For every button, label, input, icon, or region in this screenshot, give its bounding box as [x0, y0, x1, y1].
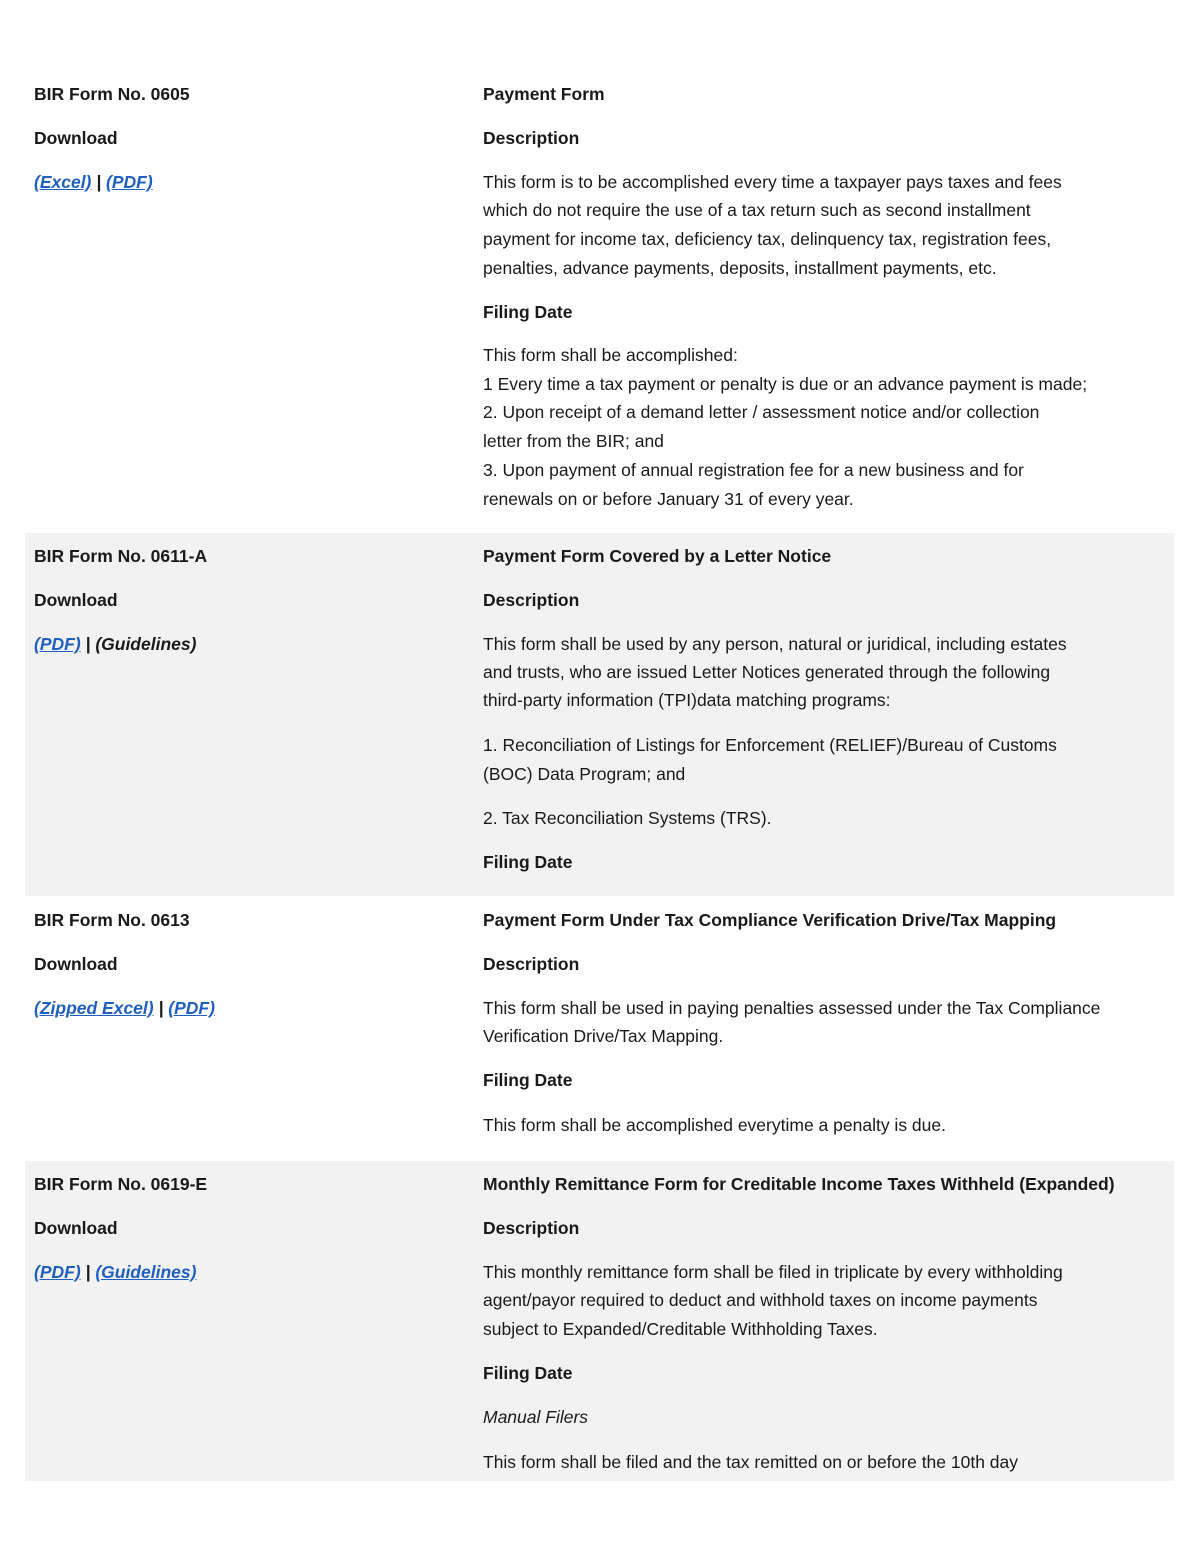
form-title: Monthly Remittance Form for Creditable Income Taxes Withheld (Expanded)	[483, 1174, 1115, 1194]
download-links	[34, 997, 215, 1019]
description-line: subject to Expanded/Creditable Withholding Taxes.	[483, 1319, 878, 1339]
description-label: Description	[483, 590, 580, 610]
download-links	[34, 171, 153, 193]
program-item-line: (BOC) Data Program; and	[483, 764, 686, 784]
filing-line: 3. Upon payment of annual registration fee for a new business and for	[483, 460, 1024, 480]
form-number: BIR Form No. 0613	[34, 910, 190, 930]
pdf-link[interactable]: (PDF)	[34, 634, 81, 654]
download-links	[34, 1261, 196, 1283]
form-row-0619e	[25, 1161, 1174, 1481]
filing-date-label: Filing Date	[483, 1070, 573, 1090]
form-title: Payment Form	[483, 84, 605, 104]
filing-date-label: Filing Date	[483, 302, 573, 322]
pdf-link[interactable]: (PDF)	[106, 172, 153, 192]
description-label: Description	[483, 954, 580, 974]
form-number: BIR Form No. 0611-A	[34, 546, 208, 566]
filing-line: 1 Every time a tax payment or penalty is due or an advance payment is made;	[483, 374, 1088, 394]
filing-line: This form shall be accomplished:	[483, 345, 738, 365]
description-line: penalties, advance payments, deposits, installment payments, etc.	[483, 258, 997, 278]
download-label: Download	[34, 590, 118, 610]
pdf-link[interactable]: (PDF)	[34, 1262, 81, 1282]
program-item-line: 2. Tax Reconciliation Systems (TRS).	[483, 808, 772, 828]
link-separator: |	[158, 998, 164, 1018]
filing-line: renewals on or before January 31 of every year.	[483, 489, 854, 509]
zipped-excel-link[interactable]: (Zipped Excel)	[34, 998, 154, 1018]
download-label: Download	[34, 128, 118, 148]
excel-link[interactable]: (Excel)	[34, 172, 92, 192]
link-separator: |	[96, 172, 102, 192]
filing-line: This form shall be accomplished everytime a penalty is due.	[483, 1115, 946, 1135]
description-line: This form shall be used by any person, natural or juridical, including estates	[483, 634, 1067, 654]
form-row-0611a	[25, 533, 1174, 896]
form-title: Payment Form Under Tax Compliance Verification Drive/Tax Mapping	[483, 910, 1057, 930]
manual-filers-label: Manual Filers	[483, 1407, 589, 1427]
guidelines-link[interactable]: (Guidelines)	[95, 1262, 197, 1282]
description-label: Description	[483, 128, 580, 148]
download-links	[34, 633, 196, 655]
download-label: Download	[34, 954, 118, 974]
description-line: and trusts, who are issued Letter Notices generated through the following	[483, 662, 1051, 682]
form-number: BIR Form No. 0619-E	[34, 1174, 208, 1194]
download-label: Download	[34, 1218, 118, 1238]
description-line: This form is to be accomplished every time a taxpayer pays taxes and fees	[483, 172, 1062, 192]
description-line: agent/payor required to deduct and withhold taxes on income payments	[483, 1290, 1038, 1310]
filing-date-label: Filing Date	[483, 852, 573, 872]
form-row-0605	[25, 80, 1174, 520]
filing-date-label: Filing Date	[483, 1363, 573, 1383]
guidelines-text: (Guidelines)	[95, 634, 197, 654]
form-title: Payment Form Covered by a Letter Notice	[483, 546, 832, 566]
description-line: payment for income tax, deficiency tax, delinquency tax, registration fees,	[483, 229, 1052, 249]
program-item-line: 1. Reconciliation of Listings for Enforcement (RELIEF)/Bureau of Customs	[483, 735, 1057, 755]
description-label: Description	[483, 1218, 580, 1238]
filing-line: 2. Upon receipt of a demand letter / assessment notice and/or collection	[483, 402, 1040, 422]
filing-line: letter from the BIR; and	[483, 431, 664, 451]
pdf-link[interactable]: (PDF)	[168, 998, 215, 1018]
description-line: This form shall be used in paying penalties assessed under the Tax Compliance	[483, 998, 1101, 1018]
filing-line: This form shall be filed and the tax remitted on or before the 10th day	[483, 1452, 1019, 1472]
form-row-0613	[25, 896, 1174, 1161]
link-separator: |	[85, 1262, 91, 1282]
description-line: which do not require the use of a tax return such as second installment	[483, 200, 1031, 220]
link-separator: |	[85, 634, 91, 654]
description-line: This monthly remittance form shall be filed in triplicate by every withholding	[483, 1262, 1063, 1282]
description-line: third-party information (TPI)data matching programs:	[483, 690, 891, 710]
description-line: Verification Drive/Tax Mapping.	[483, 1026, 724, 1046]
form-number: BIR Form No. 0605	[34, 84, 190, 104]
